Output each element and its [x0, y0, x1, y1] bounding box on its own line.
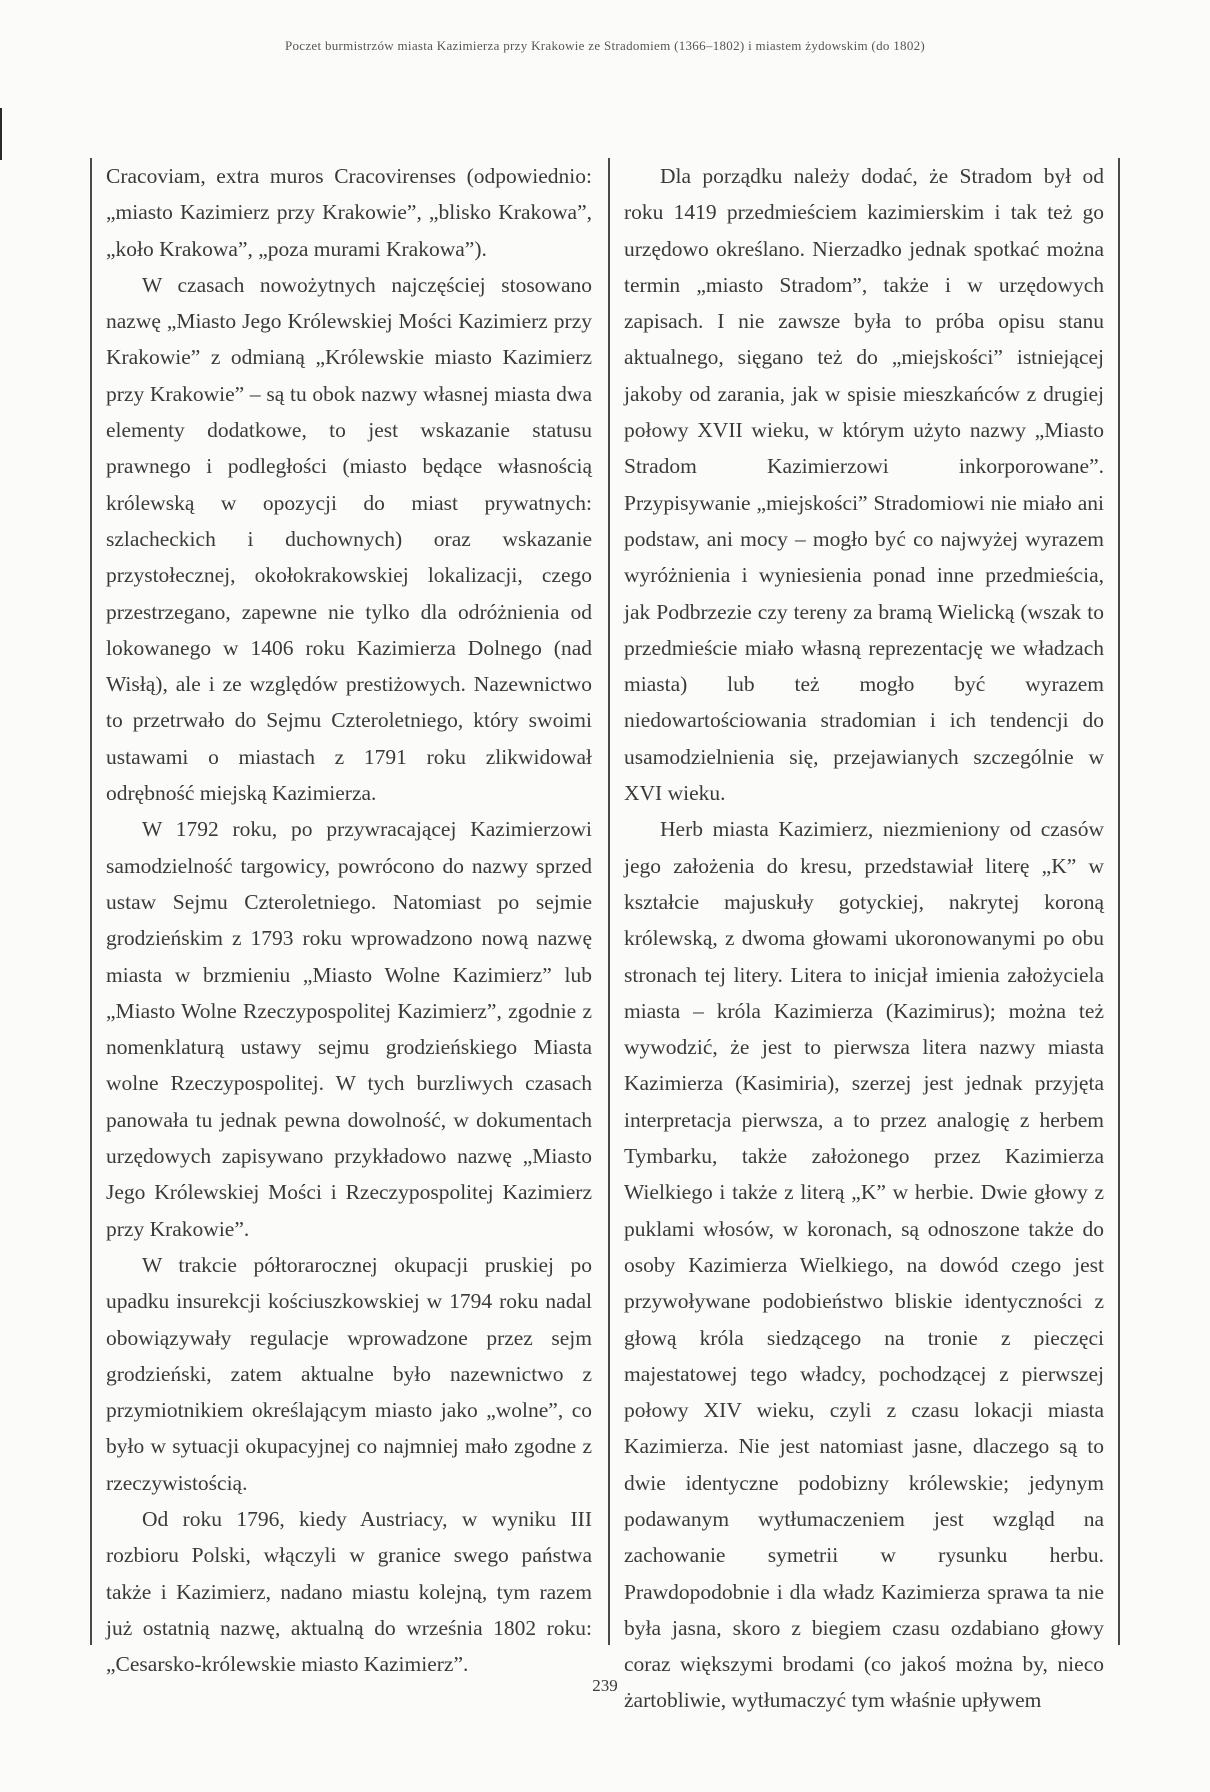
paragraph: Herb miasta Kazimierz, niezmieniony od czasów jego założenia do kresu, przedstawiał literę „K” w kształcie majuskuły gotyckiej, nakrytej koroną królewską, z dwoma głowami ukoronowanymi po obu stronach tej litery. Litera to inicjał imienia założyciela miasta – króla Kazimierza (Kazimirus); można też wywodzić, że jest to pierwsza litera nazwy miasta Kazimierza (Kasimiria), szerzej jest jednak przyjęta interpretacja pierwsza, a to przez analogię z herbem Tymbarku, także założonego przez Kazimierza Wielkiego i także z literą „K” w herbie. Dwie głowy z puklami włosów, w koronach, są odnoszone także do osoby Kazimierza Wielkiego, na dowód czego jest przywoływane podobieństwo bliskie identyczności z głową króla siedzącego na tronie z pieczęci majestatowej tego władcy, pochodzącej z pierwszej połowy XIV wieku, czyli z czasu lokacji miasta Kazimierza. Nie jest natomiast jasne, dlaczego są to dwie identyczne podobizny królewskie; jedynym podawanym wytłumaczeniem jest wzgląd na zachowanie symetrii w rysunku herbu. Prawdopodobnie i dla władz Kazimierza sprawa ta nie była jasna, skoro z biegiem czasu ozdabiano głowy coraz większymi brodami (co jakoś można by, nieco żartobliwie, wytłumaczyć tym właśnie upływem: [624, 817, 1104, 1713]
running-head: Poczet burmistrzów miasta Kazimierza przy Krakowie ze Stradomiem (1366–1802) i miastem żydowskim (do 1802): [284, 38, 926, 53]
paragraph: W czasach nowożytnych najczęściej stosowano nazwę „Miasto Jego Królewskiej Mości Kazimierz przy Krakowie” z odmianą „Królewskie miasto Kazimierz przy Krakowie” – są tu obok nazwy własnej miasta dwa elementy dodatkowe, to jest wskazanie statusu prawnego i podległości (miasto będące własnością królewską w opozycji do miast prywatnych: szlacheckich i duchownych) oraz wskazanie przystołecznej, okołokrakowskiej lokalizacji, czego przestrzegano, zapewne nie tylko dla odróżnienia od lokowanego w 1406 roku Kazimierza Dolnego (nad Wisłą), ale i ze względów prestiżowych. Nazewnictwo to przetrwało do Sejmu Czteroletniego, który swoimi ustawami o miastach z 1791 roku zlikwidował odrębność miejską Kazimierza.: [106, 272, 592, 806]
paragraph: Dla porządku należy dodać, że Stradom był od roku 1419 przedmieściem kazimierskim i tak też go urzędowo określano. Nierzadko jednak spotkać można termin „miasto Stradom”, także i w urzędowych zapisach. I nie zawsze była to próba opisu stanu aktualnego, sięgano też do „miejskości” istniejącej jakoby od zarania, jak w spisie mieszkańców z drugiej połowy XVII wieku, w którym użyto nazwy „Miasto Stradom Kazimierzowi inkorporowane”. Przypisywanie „miejskości” Stradomiowi nie miało ani podstaw, ani mocy – mogło być co najwyżej wyrazem wyróżnienia i wyniesienia ponad inne przedmieścia, jak Podbrzezie czy tereny za bramą Wielicką (wszak to przedmieście miało własną reprezentację we władzach miasta) lub też mogło być wyrazem niedowartościowania stradomian i ich tendencji do usamodzielnienia się, przejawianych szczególnie w XVI wieku.: [624, 164, 1104, 806]
paragraph: W trakcie półtorarocznej okupacji pruskiej po upadku insurekcji kościuszkowskiej w 1794 roku nadal obowiązywały regulacje wprowadzone przez sejm grodzieński, zatem aktualne było nazewnictwo z przymiotnikiem określającym miasto jako „wolne”, co było w sytuacji okupacyjnej co najmniej mało zgodne z rzeczywistością.: [106, 1252, 592, 1495]
paragraph: Od roku 1796, kiedy Austriacy, w wyniku III rozbioru Polski, włączyli w granice swego państwa także i Kazimierz, nadano miastu kolejną, tym razem już ostatnią nazwę, aktualną do września 1802 roku: „Cesarsko-królewskie miasto Kazimierz”.: [106, 1506, 592, 1677]
page-number: 239: [592, 1676, 618, 1695]
right-column: [608, 158, 1120, 1713]
margin-rule: [0, 108, 2, 160]
paragraph: Cracoviam, extra muros Cracovirenses (odpowiednio: „miasto Kazimierz przy Krakowie”, „blisko Krakowa”, „koło Krakowa”, „poza murami Krakowa”).: [106, 164, 592, 261]
left-column: [90, 158, 592, 1677]
paragraph: W 1792 roku, po przywracającej Kazimierzowi samodzielność targowicy, powrócono do nazwy sprzed ustaw Sejmu Czteroletniego. Natomiast po sejmie grodzieńskim z 1793 roku wprowadzono nową nazwę miasta w brzmieniu „Miasto Wolne Kazimierz” lub „Miasto Wolne Rzeczypospolitej Kazimierz”, zgodnie z nomenklaturą ustawy sejmu grodzieńskiego Miasta wolne Rzeczypospolitej. W tych burzliwych czasach panowała tu jednak pewna dowolność, w dokumentach urzędowych zapisywano przykładowo nazwę „Miasto Jego Królewskiej Mości i Rzeczypospolitej Kazimierz przy Krakowie”.: [106, 817, 592, 1241]
